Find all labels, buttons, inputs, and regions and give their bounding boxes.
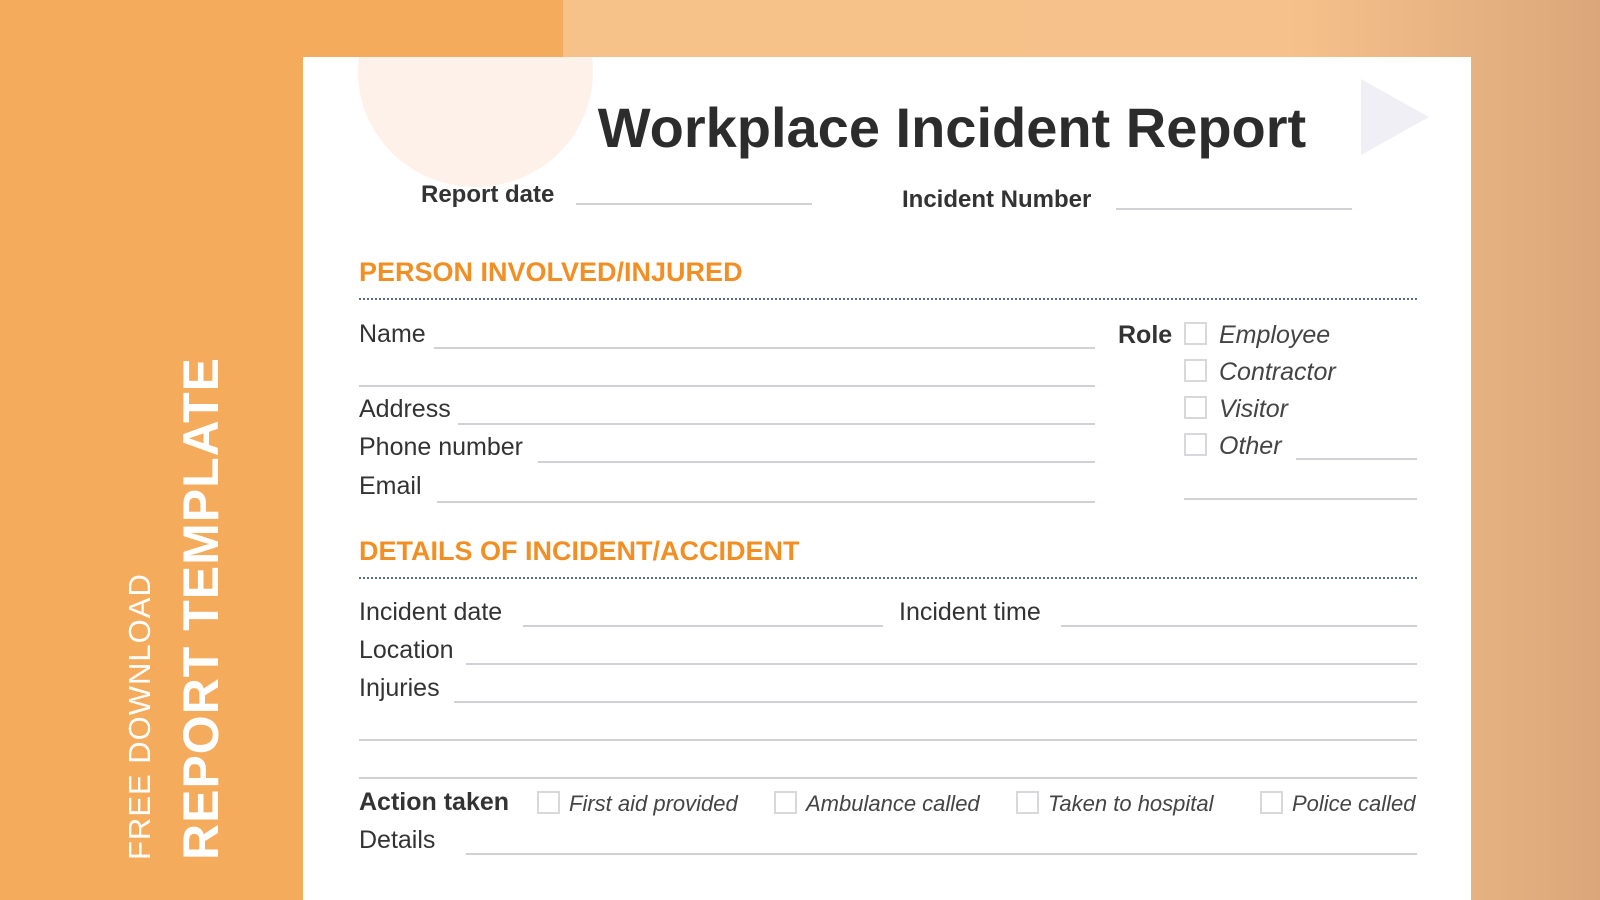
section-details-title: DETAILS OF INCIDENT/ACCIDENT	[359, 536, 800, 566]
address-field[interactable]	[458, 423, 1095, 425]
action-ambulance-label: Ambulance called	[806, 791, 980, 816]
role-visitor-label: Visitor	[1219, 395, 1289, 423]
incident-number-field[interactable]	[1116, 208, 1352, 210]
role-contractor-checkbox[interactable]	[1184, 359, 1207, 382]
incident-time-field[interactable]	[1061, 625, 1417, 627]
email-label: Email	[359, 472, 422, 500]
location-label: Location	[359, 636, 454, 664]
action-police-label: Police called	[1292, 791, 1416, 816]
incident-number-label: Incident Number	[902, 186, 1092, 213]
action-first-aid-checkbox[interactable]	[537, 791, 560, 814]
section-divider	[359, 577, 1417, 579]
role-employee-label: Employee	[1219, 321, 1331, 349]
form-page	[303, 57, 1471, 900]
role-other-field[interactable]	[1296, 458, 1417, 460]
free-download-text: FREE DOWNLOAD	[122, 573, 157, 860]
phone-label: Phone number	[359, 433, 524, 461]
injuries-field[interactable]	[454, 701, 1417, 703]
email-field[interactable]	[437, 501, 1095, 503]
action-police-checkbox[interactable]	[1260, 791, 1283, 814]
injuries-field-line-2[interactable]	[359, 739, 1417, 741]
section-person-title: PERSON INVOLVED/INJURED	[359, 257, 743, 287]
incident-time-label: Incident time	[899, 598, 1041, 626]
report-template-text: REPORT TEMPLATE	[173, 357, 229, 860]
role-other-checkbox[interactable]	[1184, 433, 1207, 456]
details-field[interactable]	[466, 853, 1417, 855]
name-field-line-2[interactable]	[359, 385, 1095, 387]
report-date-field[interactable]	[576, 203, 812, 205]
details-label: Details	[359, 826, 436, 854]
address-label: Address	[359, 395, 451, 423]
role-other-label: Other	[1219, 432, 1282, 460]
injuries-label: Injuries	[359, 674, 440, 702]
phone-field[interactable]	[538, 461, 1095, 463]
report-date-label: Report date	[421, 181, 555, 208]
action-first-aid-label: First aid provided	[569, 791, 738, 816]
action-hospital-checkbox[interactable]	[1016, 791, 1039, 814]
name-field[interactable]	[434, 347, 1095, 349]
role-visitor-checkbox[interactable]	[1184, 396, 1207, 419]
injuries-field-line-3[interactable]	[359, 777, 1417, 779]
incident-date-label: Incident date	[359, 598, 503, 626]
form-title: Workplace Incident Report	[597, 96, 1307, 159]
role-label: Role	[1118, 321, 1173, 349]
location-field[interactable]	[466, 663, 1417, 665]
action-hospital-label: Taken to hospital	[1048, 791, 1214, 816]
incident-date-field[interactable]	[523, 625, 883, 627]
name-label: Name	[359, 320, 426, 348]
role-other-field-line-2[interactable]	[1184, 498, 1417, 500]
role-employee-checkbox[interactable]	[1184, 322, 1207, 345]
section-divider	[359, 298, 1417, 300]
role-contractor-label: Contractor	[1219, 358, 1336, 386]
action-ambulance-checkbox[interactable]	[774, 791, 797, 814]
action-taken-label: Action taken	[359, 788, 510, 816]
